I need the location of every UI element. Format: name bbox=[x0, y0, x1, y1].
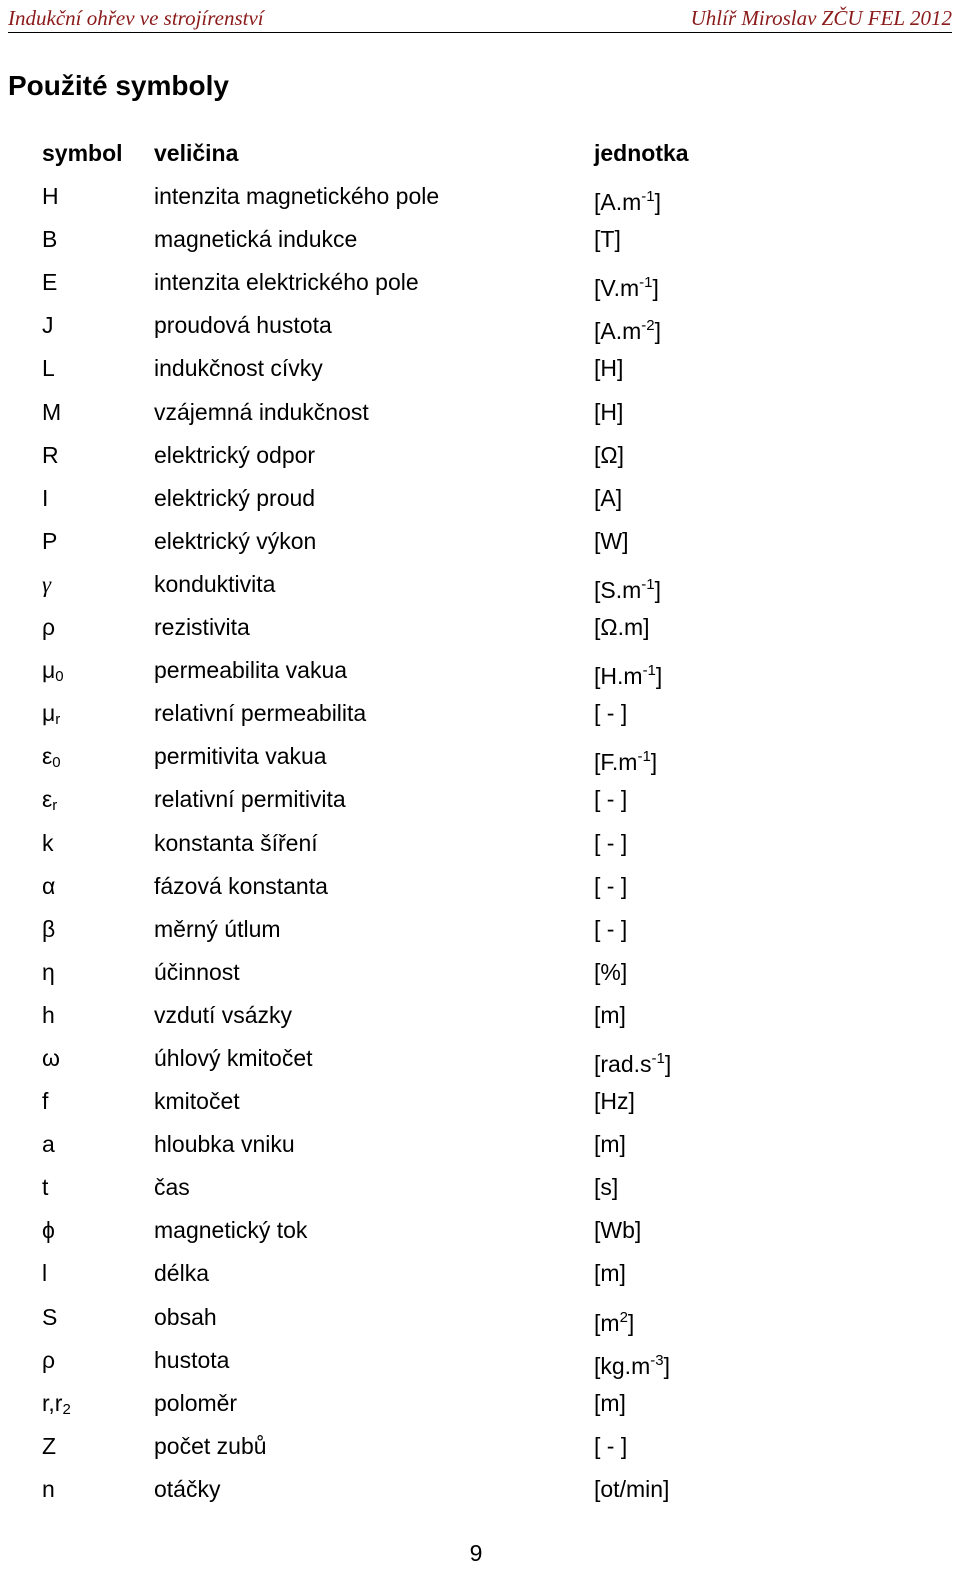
symbol-cell bbox=[42, 261, 57, 304]
unit-text: [A] bbox=[594, 484, 623, 511]
table-row bbox=[42, 434, 742, 477]
unit-text: [rad.s bbox=[594, 1050, 652, 1077]
table-row bbox=[42, 391, 742, 434]
unit-cell bbox=[594, 391, 623, 434]
page-header bbox=[8, 4, 952, 33]
symbol-text: M bbox=[42, 398, 62, 425]
symbol-cell bbox=[42, 391, 61, 434]
unit-cell bbox=[594, 1080, 635, 1123]
unit-text: [H.m bbox=[594, 663, 643, 690]
unit-cell bbox=[594, 261, 659, 310]
unit-text: [s] bbox=[594, 1174, 619, 1201]
table-row bbox=[42, 218, 742, 261]
unit-cell bbox=[594, 994, 626, 1037]
symbol-cell bbox=[42, 692, 60, 741]
unit-cell bbox=[594, 1209, 641, 1252]
unit-exponent: -1 bbox=[641, 575, 655, 593]
symbol-text: ε bbox=[42, 786, 53, 813]
page-number: 9 bbox=[469, 1540, 483, 1566]
column-header-quantity: veličina bbox=[154, 140, 239, 166]
unit-cell bbox=[594, 1166, 618, 1209]
table-row bbox=[42, 951, 742, 994]
unit-text: [S.m bbox=[594, 576, 642, 603]
symbol-text: t bbox=[42, 1174, 49, 1201]
table-row bbox=[42, 1166, 742, 1209]
symbols-table bbox=[42, 132, 742, 1511]
symbol-subscript: 2 bbox=[62, 1400, 71, 1418]
symbol-text: S bbox=[42, 1303, 58, 1330]
symbol-cell bbox=[42, 606, 55, 649]
unit-exponent: -2 bbox=[641, 317, 655, 335]
symbol-cell bbox=[42, 822, 54, 865]
symbol-cell bbox=[42, 1382, 71, 1431]
symbol-text: R bbox=[42, 441, 59, 468]
quantity-cell: proudová hustota bbox=[154, 312, 332, 339]
table-row bbox=[42, 1296, 742, 1339]
symbol-cell bbox=[42, 520, 57, 563]
symbol-cell bbox=[42, 304, 54, 347]
symbol-text: E bbox=[42, 269, 58, 296]
unit-text: [H] bbox=[594, 398, 624, 425]
column-header-symbol: symbol bbox=[42, 140, 123, 166]
unit-text: [ - ] bbox=[594, 786, 628, 813]
quantity-cell: magnetický tok bbox=[154, 1217, 308, 1244]
symbol-text: ρ bbox=[42, 1346, 56, 1373]
symbol-text: γ bbox=[42, 571, 52, 597]
table-row bbox=[42, 261, 742, 304]
unit-cell bbox=[594, 218, 621, 261]
quantity-cell: konstanta šíření bbox=[154, 829, 318, 856]
symbol-text: H bbox=[42, 183, 59, 210]
symbol-cell bbox=[42, 434, 59, 477]
quantity-cell: obsah bbox=[154, 1303, 217, 1330]
unit-cell bbox=[594, 692, 627, 735]
unit-text: [V.m bbox=[594, 275, 640, 302]
unit-exponent: -1 bbox=[651, 1049, 665, 1067]
quantity-cell: čas bbox=[154, 1174, 190, 1201]
symbol-text: ϕ bbox=[42, 1217, 55, 1244]
symbol-text: ε bbox=[42, 743, 53, 770]
unit-text: [Ω] bbox=[594, 441, 624, 468]
unit-text: [A.m bbox=[594, 189, 642, 216]
table-row bbox=[42, 865, 742, 908]
unit-exponent: -1 bbox=[641, 188, 655, 206]
symbol-cell bbox=[42, 649, 64, 698]
symbol-cell bbox=[42, 951, 55, 994]
symbol-text: α bbox=[42, 872, 56, 899]
unit-bracket: ] bbox=[664, 1050, 672, 1077]
symbol-text: k bbox=[42, 829, 54, 856]
quantity-cell: intenzita magnetického pole bbox=[154, 183, 440, 210]
symbol-cell bbox=[42, 1123, 55, 1166]
unit-text: [ - ] bbox=[594, 1432, 628, 1459]
unit-text: [kg.m bbox=[594, 1352, 651, 1379]
unit-text: [m] bbox=[594, 1389, 626, 1416]
unit-bracket: ] bbox=[654, 189, 662, 216]
unit-text: [m bbox=[594, 1309, 620, 1336]
unit-exponent: -3 bbox=[650, 1351, 664, 1369]
unit-cell bbox=[594, 1382, 626, 1425]
symbol-text: Z bbox=[42, 1432, 57, 1459]
symbol-text: h bbox=[42, 1001, 55, 1028]
symbol-cell bbox=[42, 477, 48, 520]
unit-exponent: 2 bbox=[619, 1308, 628, 1326]
quantity-cell: úhlový kmitočet bbox=[154, 1044, 313, 1071]
table-body bbox=[42, 175, 742, 1511]
unit-cell bbox=[594, 778, 627, 821]
symbol-text: P bbox=[42, 527, 58, 554]
quantity-cell: relativní permitivita bbox=[154, 786, 346, 813]
symbol-cell bbox=[42, 1166, 48, 1209]
unit-cell bbox=[594, 1339, 670, 1388]
symbol-text: ρ bbox=[42, 614, 56, 641]
quantity-cell: vzájemná indukčnost bbox=[154, 398, 369, 425]
symbol-cell bbox=[42, 1339, 55, 1382]
unit-cell bbox=[594, 822, 627, 865]
unit-text: [ - ] bbox=[594, 915, 628, 942]
quantity-cell: permeabilita vakua bbox=[154, 657, 348, 684]
unit-text: [ - ] bbox=[594, 829, 628, 856]
unit-exponent: -1 bbox=[639, 274, 653, 292]
unit-text: [A.m bbox=[594, 318, 642, 345]
unit-cell bbox=[594, 1296, 634, 1345]
table-header-row bbox=[42, 132, 742, 175]
unit-cell bbox=[594, 951, 627, 994]
quantity-cell: hustota bbox=[154, 1346, 230, 1373]
header-title: Indukční ohřev ve strojírenství bbox=[8, 6, 264, 30]
unit-text: [%] bbox=[594, 958, 628, 985]
unit-cell bbox=[594, 1123, 626, 1166]
table-row bbox=[42, 1209, 742, 1252]
table-row bbox=[42, 477, 742, 520]
symbol-cell bbox=[42, 1209, 55, 1252]
quantity-cell: hloubka vniku bbox=[154, 1131, 295, 1158]
unit-cell bbox=[594, 1252, 626, 1295]
symbol-text: μ bbox=[42, 700, 56, 727]
symbol-text: J bbox=[42, 312, 54, 339]
unit-text: [m] bbox=[594, 1001, 626, 1028]
unit-cell bbox=[594, 606, 650, 649]
unit-cell bbox=[594, 304, 661, 353]
unit-text: [ot/min] bbox=[594, 1475, 670, 1502]
symbol-text: L bbox=[42, 355, 55, 382]
unit-exponent: -1 bbox=[642, 662, 656, 680]
table-row bbox=[42, 1123, 742, 1166]
unit-bracket: ] bbox=[627, 1309, 635, 1336]
symbol-cell bbox=[42, 1037, 60, 1080]
table-row bbox=[42, 520, 742, 563]
symbol-text: μ bbox=[42, 657, 56, 684]
unit-cell bbox=[594, 1037, 671, 1086]
symbol-cell bbox=[42, 1296, 57, 1339]
quantity-cell: počet zubů bbox=[154, 1432, 267, 1459]
quantity-cell: magnetická indukce bbox=[154, 226, 358, 253]
unit-cell bbox=[594, 865, 627, 908]
table-row bbox=[42, 692, 742, 735]
quantity-cell: elektrický proud bbox=[154, 484, 316, 511]
quantity-cell: délka bbox=[154, 1260, 209, 1287]
symbol-text: ω bbox=[42, 1044, 60, 1071]
symbol-text: a bbox=[42, 1131, 55, 1158]
quantity-cell: permitivita vakua bbox=[154, 743, 327, 770]
table-row bbox=[42, 606, 742, 649]
quantity-cell: elektrický odpor bbox=[154, 441, 316, 468]
unit-text: [F.m bbox=[594, 749, 638, 776]
symbol-text: η bbox=[42, 958, 55, 985]
symbol-cell bbox=[42, 908, 55, 951]
symbol-subscript: 0 bbox=[52, 754, 61, 772]
symbol-cell bbox=[42, 1252, 47, 1295]
unit-cell bbox=[594, 908, 627, 951]
unit-bracket: ] bbox=[654, 576, 662, 603]
symbol-cell bbox=[42, 218, 57, 261]
unit-text: [Ω.m] bbox=[594, 614, 650, 641]
symbol-text: r,r bbox=[42, 1389, 63, 1416]
table-row bbox=[42, 1080, 742, 1123]
quantity-cell: rezistivita bbox=[154, 614, 250, 641]
section-title: Použité symboly bbox=[8, 70, 229, 101]
symbol-subscript: 0 bbox=[55, 668, 64, 686]
unit-cell bbox=[594, 563, 661, 612]
table-row bbox=[42, 908, 742, 951]
quantity-cell: fázová konstanta bbox=[154, 872, 328, 899]
unit-text: [ - ] bbox=[594, 872, 628, 899]
unit-cell bbox=[594, 735, 657, 784]
symbol-text: β bbox=[42, 915, 56, 942]
unit-exponent: -1 bbox=[637, 748, 651, 766]
symbol-cell bbox=[42, 175, 59, 218]
symbol-cell bbox=[42, 994, 55, 1037]
symbol-cell bbox=[42, 1425, 56, 1468]
unit-cell bbox=[594, 520, 629, 563]
unit-cell bbox=[594, 477, 622, 520]
table-row bbox=[42, 175, 742, 218]
symbol-cell bbox=[42, 1080, 48, 1123]
symbol-cell bbox=[42, 1468, 55, 1511]
unit-bracket: ] bbox=[650, 749, 658, 776]
quantity-cell: účinnost bbox=[154, 958, 240, 985]
table-row bbox=[42, 1425, 742, 1468]
unit-text: [H] bbox=[594, 355, 624, 382]
symbol-text: B bbox=[42, 226, 58, 253]
symbol-cell bbox=[42, 735, 61, 784]
table-row bbox=[42, 649, 742, 692]
table-row bbox=[42, 1382, 742, 1425]
quantity-cell: poloměr bbox=[154, 1389, 238, 1416]
quantity-cell: konduktivita bbox=[154, 570, 276, 597]
unit-bracket: ] bbox=[652, 275, 659, 302]
table-row bbox=[42, 347, 742, 390]
quantity-cell: indukčnost cívky bbox=[154, 355, 323, 382]
symbol-cell bbox=[42, 563, 51, 606]
symbol-subscript: r bbox=[55, 711, 61, 729]
unit-cell bbox=[594, 1425, 627, 1468]
unit-text: [Wb] bbox=[594, 1217, 642, 1244]
quantity-cell: intenzita elektrického pole bbox=[154, 269, 419, 296]
table-row bbox=[42, 563, 742, 606]
table-row bbox=[42, 735, 742, 778]
symbol-subscript: r bbox=[52, 797, 58, 815]
unit-bracket: ] bbox=[655, 663, 663, 690]
table-row bbox=[42, 1252, 742, 1295]
table-row bbox=[42, 1339, 742, 1382]
unit-text: [Hz] bbox=[594, 1088, 635, 1115]
symbol-text: l bbox=[42, 1260, 48, 1287]
unit-bracket: ] bbox=[654, 318, 662, 345]
unit-text: [W] bbox=[594, 527, 629, 554]
symbol-cell bbox=[42, 865, 55, 908]
quantity-cell: otáčky bbox=[154, 1475, 221, 1502]
symbol-text: f bbox=[42, 1088, 49, 1115]
symbol-cell bbox=[42, 778, 57, 827]
quantity-cell: relativní permeabilita bbox=[154, 700, 367, 727]
unit-bracket: ] bbox=[663, 1352, 670, 1379]
table-row bbox=[42, 994, 742, 1037]
unit-cell bbox=[594, 434, 624, 477]
table-row bbox=[42, 778, 742, 821]
unit-text: [m] bbox=[594, 1131, 626, 1158]
symbol-text: I bbox=[42, 484, 49, 511]
unit-text: [m] bbox=[594, 1260, 626, 1287]
unit-cell bbox=[594, 649, 662, 698]
unit-cell bbox=[594, 1468, 669, 1511]
unit-text: [T] bbox=[594, 226, 621, 253]
unit-cell bbox=[594, 175, 661, 224]
table-row bbox=[42, 304, 742, 347]
quantity-cell: měrný útlum bbox=[154, 915, 281, 942]
header-author: Uhlíř Miroslav ZČU FEL 2012 bbox=[690, 6, 952, 30]
unit-cell bbox=[594, 347, 623, 390]
unit-text: [ - ] bbox=[594, 700, 628, 727]
quantity-cell: kmitočet bbox=[154, 1088, 240, 1115]
symbol-cell bbox=[42, 347, 55, 390]
symbol-text: n bbox=[42, 1475, 55, 1502]
quantity-cell: vzdutí vsázky bbox=[154, 1001, 293, 1028]
table-row bbox=[42, 822, 742, 865]
table-row bbox=[42, 1037, 742, 1080]
column-header-unit: jednotka bbox=[594, 140, 689, 166]
quantity-cell: elektrický výkon bbox=[154, 527, 317, 554]
table-row bbox=[42, 1468, 742, 1511]
